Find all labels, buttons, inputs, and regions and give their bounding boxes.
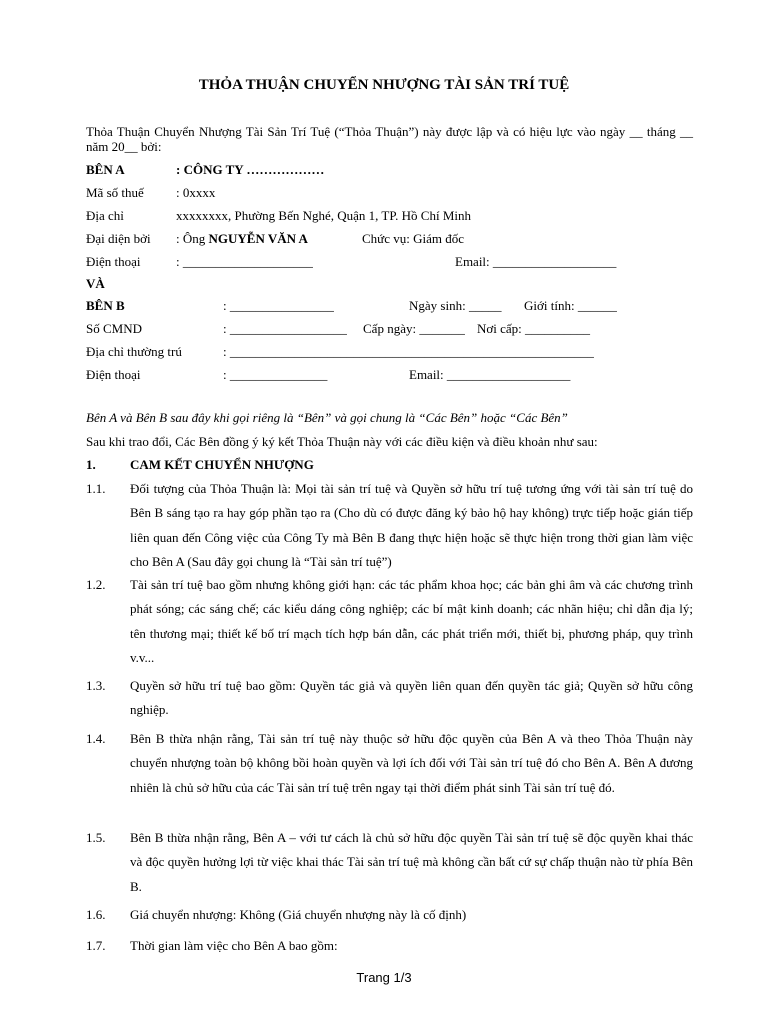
party-a-email: Email: ___________________: [455, 254, 617, 269]
clause-text: Bên B thừa nhận rằng, Tài sản trí tuệ này thuộc sở hữu độc quyền của Bên A và theo Thỏa Thuận này chuyển nhượng toàn bộ không bồi hoàn quyền và lợi ích đối với Tài sản trí tuệ đó cho Bên A. Bên A đương nhiên là chủ sở hữu của các Tài sản trí tuệ trên ngay tại thời điểm phát sinh Tài sản trí tuệ đó.: [130, 731, 693, 795]
party-b-gender: Giới tính: ______: [524, 298, 617, 313]
clause-text: Bên B thừa nhận rằng, Bên A – với tư cách là chủ sở hữu độc quyền Tài sản trí tuệ sẽ độc quyền khai thác và độc quyền hưởng lợi từ việc khai thác Tài sản trí tuệ mà không cần bất cứ sự chấp thuận nào từ phía Bên B.: [130, 830, 693, 894]
party-b-value: : ________________: [223, 298, 334, 313]
party-b-address-label: Địa chỉ thường trú: [86, 344, 182, 359]
party-a-phone-label: Điện thoại: [86, 254, 141, 269]
party-a-rep-label: Đại diện bởi: [86, 231, 151, 246]
clause-item: [86, 573, 693, 671]
party-a-tax-label: Mã số thuế: [86, 185, 144, 200]
party-a-rep-name: NGUYỄN VĂN A: [208, 231, 308, 246]
clause-text: Thời gian làm việc cho Bên A bao gồm:: [130, 938, 338, 953]
party-b-issue-date: Cấp ngày: _______: [363, 321, 465, 336]
clause-number: 1.1.: [86, 481, 106, 496]
section-title: CAM KẾT CHUYỂN NHƯỢNG: [130, 457, 314, 472]
clause-number: 1.2.: [86, 577, 106, 592]
clause-text: Giá chuyển nhượng: Không (Giá chuyển nhượng này là cố định): [130, 907, 467, 922]
definition-note: Bên A và Bên B sau đây khi gọi riêng là “Bên” và gọi chung là “Các Bên” hoặc “Các Bên”: [86, 410, 568, 425]
party-a-phone-value: : ____________________: [176, 254, 313, 269]
party-a-address-label: Địa chỉ: [86, 208, 124, 223]
party-a-tax-value: : 0xxxx: [176, 185, 216, 200]
clause-number: 1.6.: [86, 907, 106, 922]
party-a-address-value: xxxxxxxx, Phường Bến Nghé, Quận 1, TP. Hồ Chí Minh: [176, 208, 471, 223]
party-b-phone-label: Điện thoại: [86, 367, 141, 382]
intro-paragraph: Thỏa Thuận Chuyển Nhượng Tài Sản Trí Tuệ (“Thỏa Thuận”) này được lập và có hiệu lực vào ngày __ tháng __ năm 20__ bởi:: [86, 124, 693, 154]
clause-number: 1.3.: [86, 678, 106, 693]
clause-text: Quyền sở hữu trí tuệ bao gồm: Quyền tác giả và quyền liên quan đến quyền tác giả; Quyền sở hữu công nghiệp.: [130, 678, 693, 718]
clause-text: Tài sản trí tuệ bao gồm nhưng không giới hạn: các tác phẩm khoa học; các bản ghi âm và các chương trình phát sóng; các sáng chế; các kiểu dáng công nghiệp; các bí mật kinh doanh; các nhãn hiệu; chỉ dẫn địa lý; tên thương mại; thiết kế bố trí mạch tích hợp bán dẫn, các phát triển mới, thiết bị, phương pháp, quy trình v.v...: [130, 577, 693, 666]
clause-item: [86, 903, 693, 927]
clause-text: Đối tượng của Thỏa Thuận là: Mọi tài sản trí tuệ và Quyền sở hữu trí tuệ tương ứng với tài sản trí tuệ do Bên B sáng tạo ra hay góp phần tạo ra (Cho dù có được đăng ký bảo hộ hay không) trực tiếp hoặc gián tiếp liên quan đến Công việc của Công Ty mà Bên B đang thực hiện hoặc sẽ thực hiện trong thời gian làm việc cho Bên A (Sau đây gọi chung là “Tài sản trí tuệ”): [130, 481, 693, 570]
section-number: 1.: [86, 457, 96, 472]
party-b-phone-value: : _______________: [223, 367, 328, 382]
party-a-position: Chức vụ: Giám đốc: [362, 231, 465, 246]
clause-number: 1.4.: [86, 731, 106, 746]
party-b-id-value: : __________________: [223, 321, 347, 336]
party-b-email: Email: ___________________: [409, 367, 571, 382]
clause-item: [86, 477, 693, 575]
clause-number: 1.7.: [86, 938, 106, 953]
clause-item: [86, 727, 693, 800]
party-b-dob: Ngày sinh: _____: [409, 298, 502, 313]
document-title: THỎA THUẬN CHUYỂN NHƯỢNG TÀI SẢN TRÍ TUỆ: [198, 77, 570, 93]
page-footer: Trang 1/3: [356, 970, 412, 985]
party-b-issue-place: Nơi cấp: __________: [477, 321, 591, 336]
clause-number: 1.5.: [86, 830, 106, 845]
party-b-label: BÊN B: [86, 298, 125, 313]
clause-item: [86, 934, 693, 958]
party-a-rep-value: [176, 231, 308, 247]
clause-item: [86, 674, 693, 723]
and-label: VÀ: [86, 276, 105, 291]
agreement-note: Sau khi trao đổi, Các Bên đồng ý ký kết Thỏa Thuận này với các điều kiện và điều khoản như sau:: [86, 434, 598, 449]
party-b-address-value: : ________________________________________________________: [223, 344, 594, 359]
party-b-id-label: Số CMND: [86, 321, 142, 336]
party-a-value: : CÔNG TY ………………: [176, 162, 325, 177]
party-a-label: BÊN A: [86, 162, 125, 177]
party-a-rep-prefix: : Ông: [176, 231, 209, 246]
clause-item: [86, 826, 693, 899]
